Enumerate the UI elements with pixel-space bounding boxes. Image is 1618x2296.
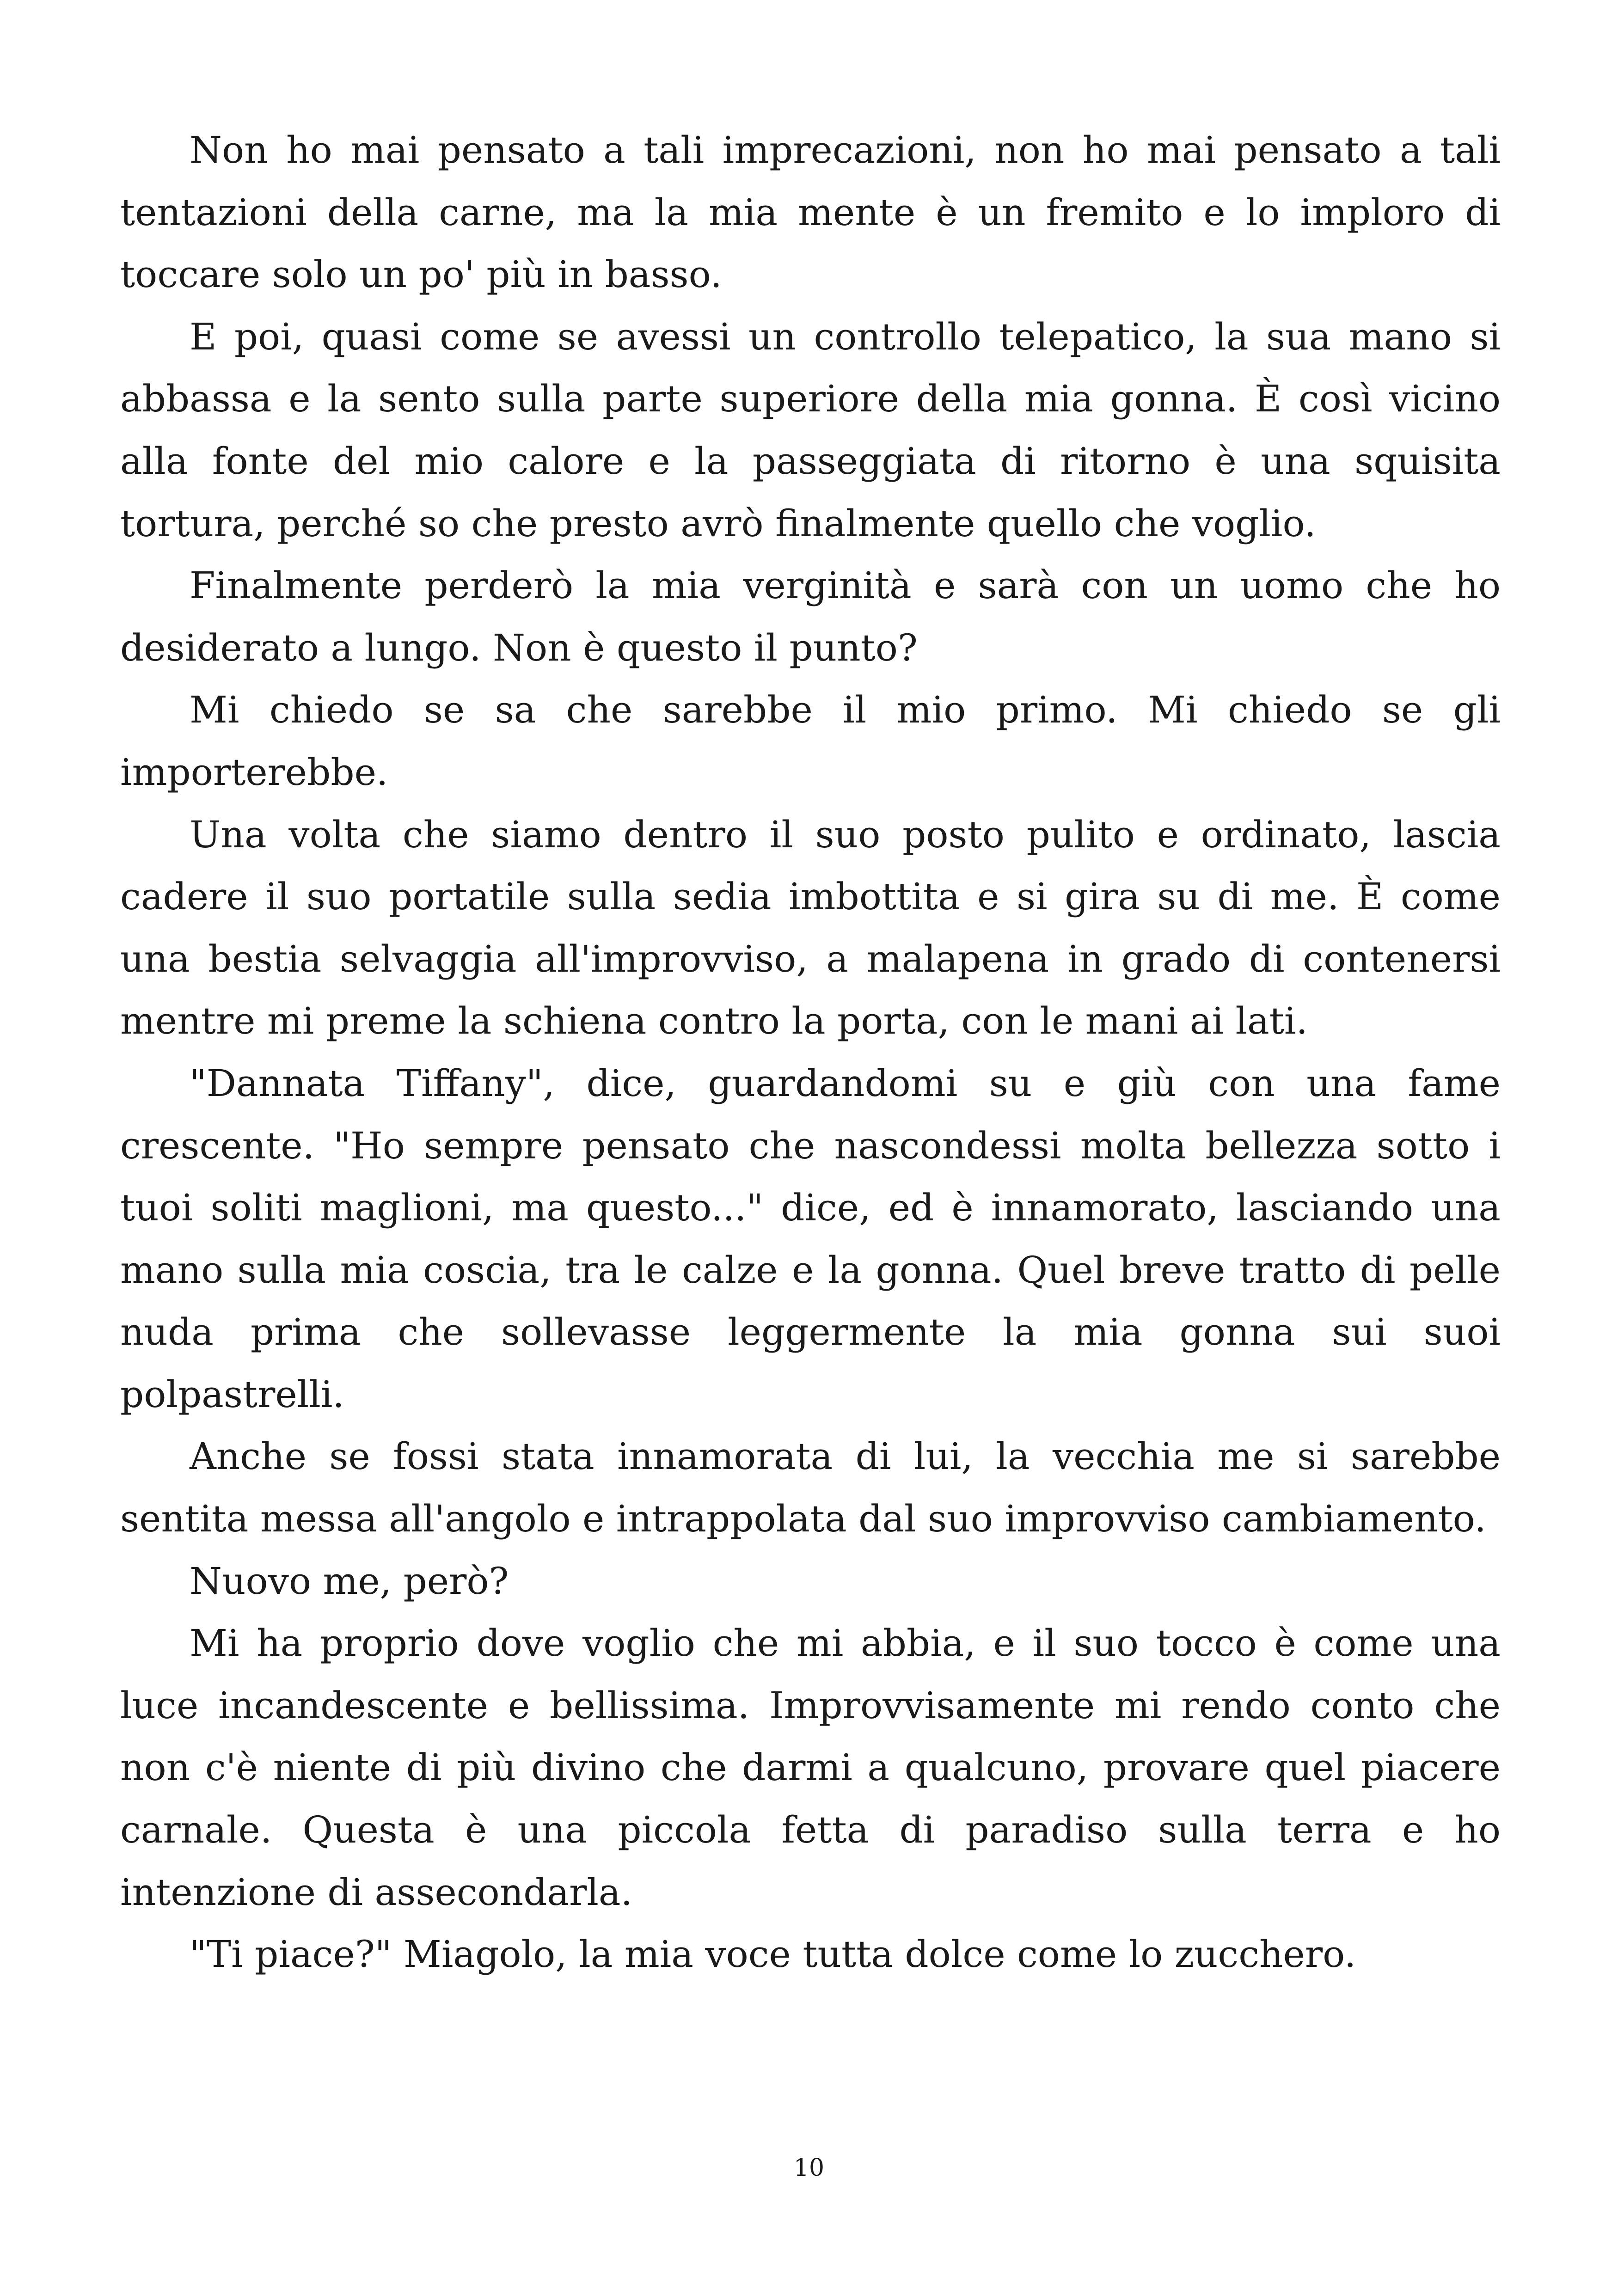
paragraph: Mi chiedo se sa che sarebbe il mio primo. Mi chiedo se gli importerebbe. (120, 688, 1501, 794)
paragraph: Anche se fossi stata innamorata di lui, la vecchia me si sarebbe sentita messa all'angolo e intrappolata dal suo improvviso cambiamento. (120, 1435, 1501, 1541)
paragraph: "Dannata Tiffany", dice, guardandomi su e giù con una fame crescente. "Ho sempre pensato che nascondessi molta bellezza sotto i tuoi soliti maglioni, ma questo..." dice, ed è innamorato, lasciando una mano sulla mia coscia, tra le calze e la gonna. Quel breve tratto di pelle nuda prima che sollevasse leggermente la mia gonna sui suoi polpastrelli. (120, 1061, 1501, 1416)
body-text (120, 119, 1501, 1986)
paragraph: Nuovo me, però? (190, 1559, 509, 1603)
paragraph: E poi, quasi come se avessi un controllo telepatico, la sua mano si abbassa e la sento sulla parte superiore della mia gonna. È così vicino alla fonte del mio calore e la passeggiata di ritorno è una squisita tortura, perché so che presto avrò finalmente quello che voglio. (120, 315, 1501, 545)
paragraph: Mi ha proprio dove voglio che mi abbia, e il suo tocco è come una luce incandescente e bellissima. Improvvisamente mi rendo conto che non c'è niente di più divino che darmi a qualcuno, provare quel piacere carnale. Questa è una piccola fetta di paradiso sulla terra e ho intenzione di assecondarla. (120, 1622, 1501, 1914)
paragraph: Una volta che siamo dentro il suo posto pulito e ordinato, lascia cadere il suo portatile sulla sedia imbottita e si gira su di me. È come una bestia selvaggia all'improvviso, a malapena in grado di contenersi mentre mi preme la schiena contro la porta, con le mani ai lati. (120, 813, 1501, 1043)
paragraph: Non ho mai pensato a tali imprecazioni, non ho mai pensato a tali tentazioni della carne, ma la mia mente è un fremito e lo imploro di toccare solo un po' più in basso. (120, 129, 1501, 296)
page-number: 10 (793, 2154, 825, 2182)
paragraph: "Ti piace?" Miagolo, la mia voce tutta dolce come lo zucchero. (190, 1933, 1356, 1976)
paragraph: Finalmente perderò la mia verginità e sarà con un uomo che ho desiderato a lungo. Non è questo il punto? (120, 564, 1501, 669)
